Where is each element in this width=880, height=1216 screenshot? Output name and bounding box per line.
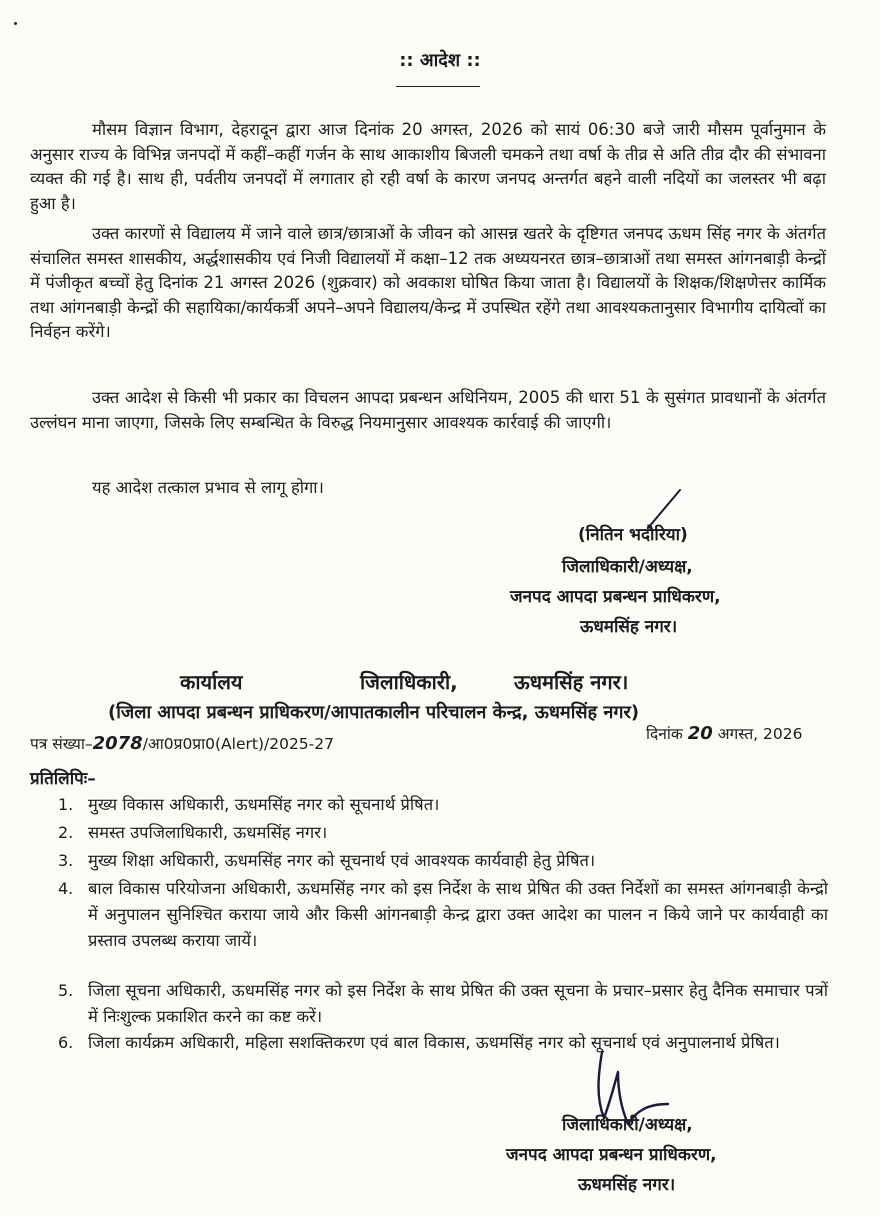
- footer-designation: जिलाधिकारी/अध्यक्ष,: [562, 1115, 693, 1135]
- signatory-name: (नितिन भदौरिया): [578, 525, 688, 545]
- title-underline: [396, 86, 480, 87]
- item-number: 2.: [58, 823, 74, 842]
- item-text: जिला सूचना अधिकारी, ऊधमसिंह नगर को इस निर्देश के साथ प्रेषित की उक्त सूचना के प्रचार–प्रसार हेतु दैनिक समाचार पत्रों में निःशुल्क प्रकाशित करने का कष्ट करें।: [88, 981, 828, 1026]
- office-heading-word3: ऊधमसिंह नगर।: [514, 670, 629, 694]
- scan-speck: [14, 22, 17, 25]
- order-title: :: आदेश ::: [399, 50, 481, 71]
- copy-to-item: [58, 848, 828, 874]
- office-heading-word1: कार्यालय: [180, 670, 243, 694]
- copy-to-item: [58, 876, 828, 954]
- signatory-designation: जिलाधिकारी/अध्यक्ष,: [562, 557, 693, 577]
- item-number: 5.: [58, 981, 74, 1000]
- item-text: मुख्य शिक्षा अधिकारी, ऊधमसिंह नगर को सूचनार्थ एवं आवश्यक कार्यवाही हेतु प्रेषित।: [88, 851, 596, 870]
- date-label: दिनांक: [646, 725, 683, 743]
- reference-label: पत्र संख्या–: [30, 735, 93, 753]
- footer-authority: जनपद आपदा प्रबन्धन प्राधिकरण,: [506, 1145, 717, 1165]
- letter-reference: [30, 732, 334, 754]
- office-heading-word2: जिलाधिकारी,: [360, 670, 458, 694]
- item-number: 6.: [58, 1033, 74, 1052]
- copy-to-item: [58, 820, 828, 846]
- item-number: 3.: [58, 851, 74, 870]
- paragraph-holiday-declaration: उक्त कारणों से विद्यालय में जाने वाले छात्र/छात्राओं के जीवन को आसन्न खतरे के दृष्टिगत जनपद ऊधम सिंह नगर के अंतर्गत संचालित समस्त शासकीय, अर्द्धशासकीय एवं निजी विद्यालयों में कक्षा–12 तक अध्ययनरत छात्र–छात्राओं तथा समस्त आंगनबाड़ी केन्द्रों में पंजीकृत बच्चों हेतु दिनांक 21 अगस्त 2026 (शुक्रवार) को अवकाश घोषित किया जाता है। विद्यालयों के शिक्षक/शिक्षणेत्तर कार्मिक तथा आंगनबाड़ी केन्द्रों की सहायिका/कार्यकर्त्री अपने–अपने विद्यालय/केन्द्र में उपस्थित रहेंगे तथा आवश्यकतानुसार विभागीय दायित्वों का निर्वहन करेंगे।: [30, 224, 826, 342]
- copy-to-item: [58, 792, 828, 818]
- copy-to-item: [58, 1030, 828, 1056]
- reference-number: 2078: [92, 733, 143, 754]
- paragraph-violation-warning: उक्त आदेश से किसी भी प्रकार का विचलन आपदा प्रबन्धन अधिनियम, 2005 की धारा 51 के सुसंगत प्रावधानों के अंतर्गत उल्लंघन माना जाएगा, जिसके लिए सम्बन्धित के विरुद्ध नियमानुसार आवश्यक कार्रवाई की जाएगी।: [30, 388, 826, 432]
- signatory-authority: जनपद आपदा प्रबन्धन प्राधिकरण,: [510, 587, 721, 607]
- signatory-place: ऊधमसिंह नगर।: [580, 617, 678, 637]
- item-text: मुख्य विकास अधिकारी, ऊधमसिंह नगर को सूचनार्थ प्रेषित।: [88, 795, 440, 814]
- letter-date: [646, 722, 802, 744]
- item-text: जिला कार्यक्रम अधिकारी, महिला सशक्तिकरण एवं बाल विकास, ऊधमसिंह नगर को सूचनार्थ एवं अनुपालनार्थ प्रेषित।: [88, 1033, 780, 1052]
- item-number: 1.: [58, 795, 74, 814]
- footer-place: ऊधमसिंह नगर।: [578, 1175, 676, 1195]
- date-day: 20: [687, 723, 713, 744]
- item-text: समस्त उपजिलाधिकारी, ऊधमसिंह नगर।: [88, 823, 328, 842]
- copy-to-heading: प्रतिलिपिः–: [30, 769, 96, 789]
- paragraph-effective-immediately: यह आदेश तत्काल प्रभाव से लागू होगा।: [92, 478, 324, 497]
- reference-code: /आ0प्र0प्रा0(Alert)/2025-27: [142, 735, 334, 753]
- copy-to-item: [58, 978, 828, 1030]
- paragraph-weather-forecast: मौसम विज्ञान विभाग, देहरादून द्वारा आज दिनांक 20 अगस्त, 2026 को सायं 06:30 बजे जारी मौसम पूर्वानुमान के अनुसार राज्य के विभिन्न जनपदों में कहीं–कहीं गर्जन के साथ आकाशीय बिजली चमकने तथा वर्षा के तीव्र से अति तीव्र दौर की संभावना व्यक्त की गई है। साथ ही, पर्वतीय जनपदों में लगातार हो रही वर्षा के कारण जनपद अन्तर्गत बहने वाली नदियों का जलस्तर भी बढ़ा हुआ है।: [30, 120, 826, 213]
- item-text: बाल विकास परियोजना अधिकारी, ऊधमसिंह नगर को इस निर्देश के साथ प्रेषित की उक्त निर्देशों का समस्त आंगनबाड़ी केन्द्रो में अनुपालन सुनिश्चित कराया जाये और किसी आंगनबाड़ी केन्द्र द्वारा उक्त आदेश का पालन न किये जाने पर कार्यवाही का प्रस्ताव उपलब्ध कराया जायें।: [88, 879, 828, 950]
- item-number: 4.: [58, 879, 74, 898]
- date-month-year: अगस्त, 2026: [717, 725, 803, 743]
- office-subtitle: (जिला आपदा प्रबन्धन प्राधिकरण/आपातकालीन परिचालन केन्द्र, ऊधमसिंह नगर): [108, 702, 640, 723]
